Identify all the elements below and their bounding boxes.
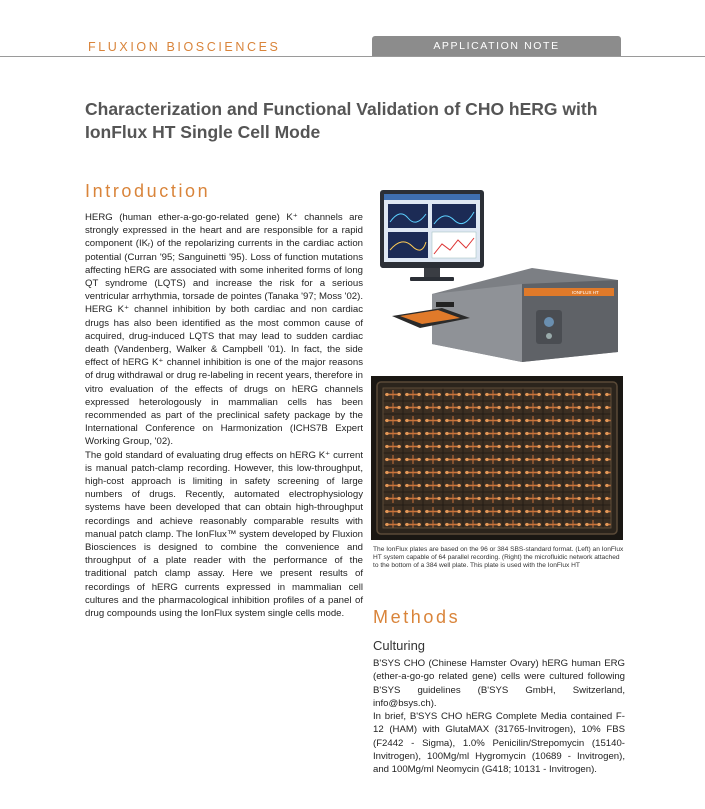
introduction-body (85, 211, 363, 620)
header-rule (0, 56, 705, 57)
introduction-paragraph: The gold standard of evaluating drug effects on hERG K⁺ current is manual patch-clamp recording. However, this low-throughput, high-cost approach is limiting in safety screening of large numbers of drugs. Recently, automated electrophysiology systems have been developed that can obtain high-throughput recordings and achieve reasonably comparable results with manual patch clamp. The IonFlux™ system developed by Fluxion Biosciences is designed to combine the convenience and throughput of a plate reader with the performance of the traditional patch clamp assay. Here we present results of recordings of hERG currents expressed in mammalian cell cultures and the pharmacological inhibition profiles of a panel of drug compounds using the IonFlux system single cells mode. (85, 449, 363, 620)
page-title: Characterization and Functional Validation of CHO hERG with IonFlux HT Single Cell Mode (85, 99, 598, 142)
culturing-subheading: Culturing (373, 638, 426, 653)
methods-body (373, 657, 625, 777)
figure-caption: The IonFlux plates are based on the 96 or 384 SBS-standard format. (Left) an IonFlux HT system capable of 64 parallel recording. (Right) the microfluidic network attached to the bottom of a 384 well plate. This plate is used with the IonFlux HT (373, 546, 624, 570)
introduction-heading: Introduction (85, 181, 211, 201)
methods-paragraph: B'SYS CHO (Chinese Hamster Ovary) hERG human ERG (ether-a-go-go related gene) cells were cultured following B'SYS guidelines (B'SYS GmbH, Switzerland, info@bsys.ch). (373, 658, 625, 709)
ionflux-instrument-image (372, 184, 622, 366)
instrument-label: IONFLUX HT (572, 290, 599, 295)
doc-type-tab: APPLICATION NOTE (372, 36, 621, 56)
methods-heading: Methods (373, 607, 461, 627)
methods-paragraph: In brief, B'SYS CHO hERG Complete Media contained F-12 (HAM) with GlutaMAX (31765-Invitrogen), 10% FBS (F2442 - Sigma), 1.0% Penicilin/Strepomycin (15140-Invitrogen), 100Mg/ml Hygromycin (10689 - Invitrogen), and 100Mg/ml Neomycin (G418; 10131 - Invitrogen). (373, 711, 625, 776)
brand-name: FLUXION BIOSCIENCES (88, 40, 281, 54)
microfluidic-plate-image (371, 376, 623, 540)
introduction-paragraph: HERG (human ether-a-go-go-related gene) K⁺ channels are strongly expressed in the heart and are responsible for a rapid component (IKᵣ) of the repolarizing currents in the cardiac action potential (Curran '95; Sanguinetti '95). Loss of function mutations affecting hERG are associated with some inherited forms of long QT syndrome (LQTS) and increase the risk for a serious ventricular arrhythmia, torsade de pointes (Tanaka '97; Moss '02). HERG K⁺ channel inhibition by both cardiac and non cardiac drugs has also been identified as the most common cause of acquired, drug-induced LQTS that may lead to sudden cardiac death (Vandenberg, Walker & Campbell '01). In fact, the side effect of hERG K⁺ channel inhibition is one of the major reasons of drug withdrawal or drug re-labeling in recent years, therefore in vitro evaluation of the effects of drugs on hERG channels expressed heterologously in mammalian cells has been recommended as part of the preclinical safety package by the International Conference on Harmonization (ICHS7B Expert Working Group, '02). (85, 212, 363, 448)
